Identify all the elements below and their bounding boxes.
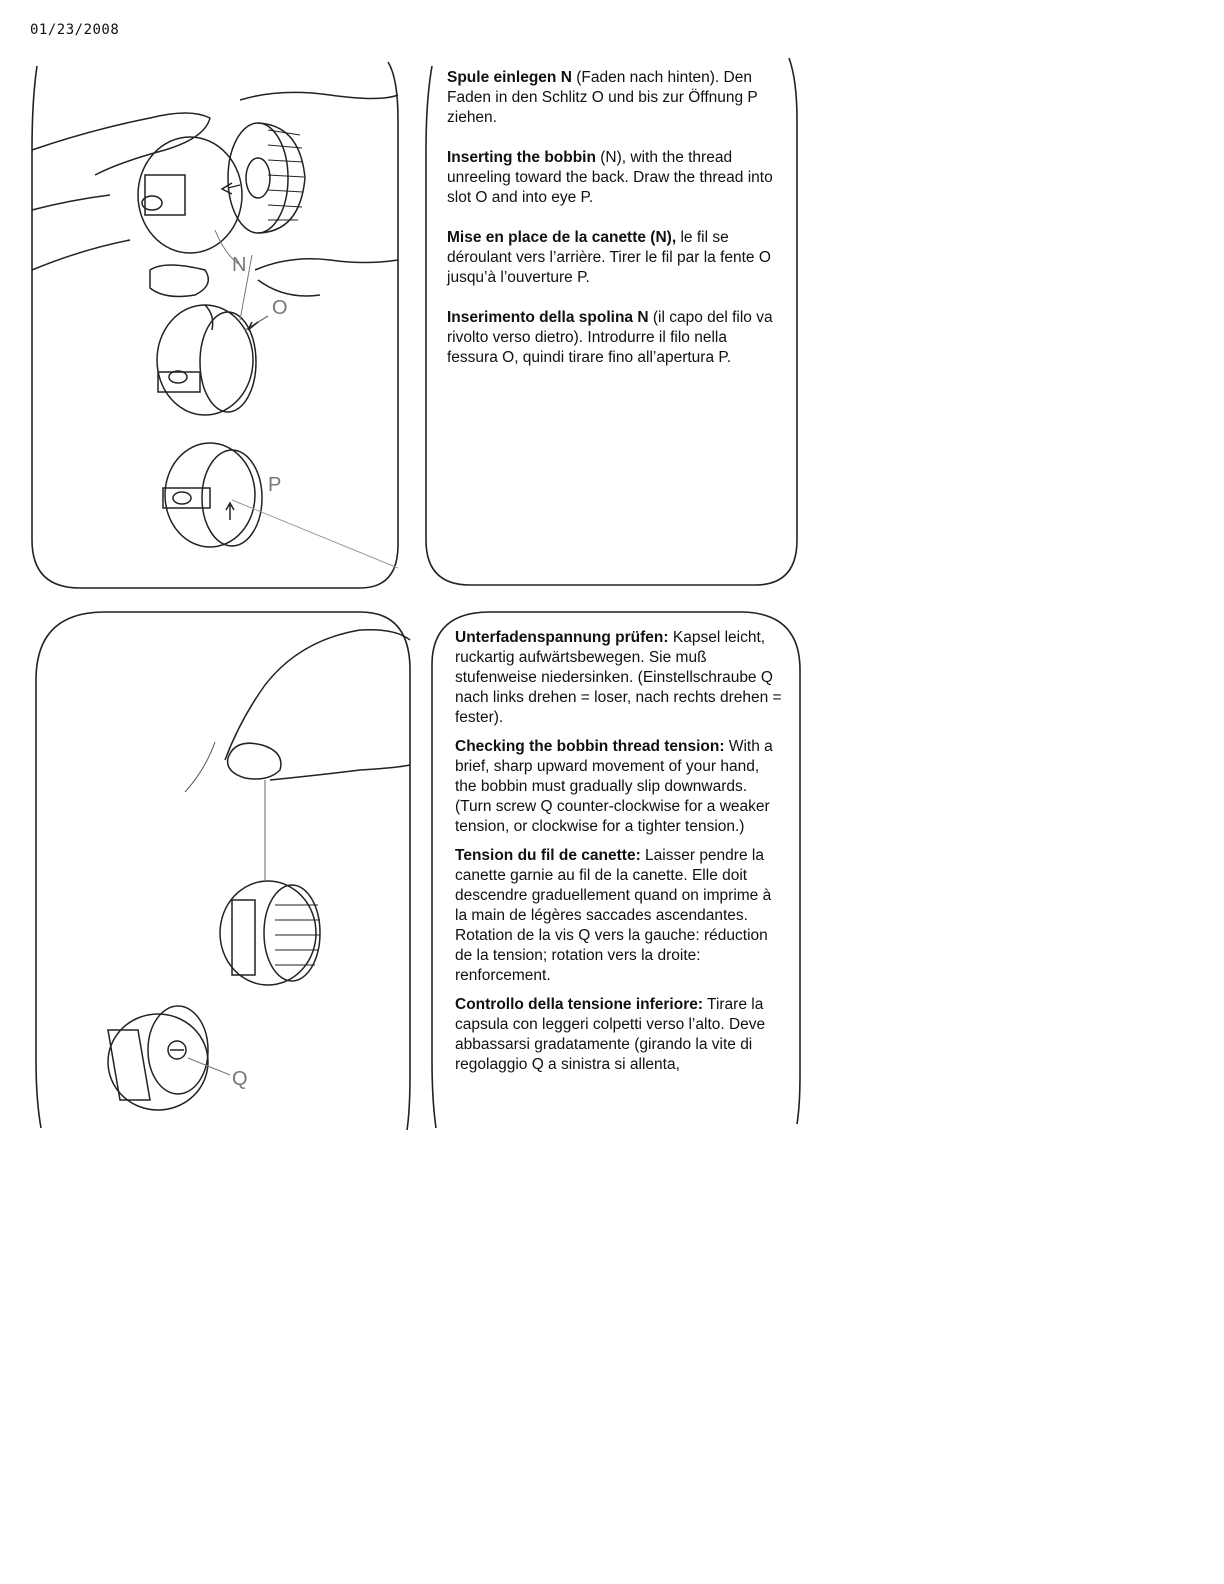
- top-illustration-frame: [32, 62, 398, 588]
- paragraph-english: Inserting the bobbin (N), with the thread unreeling toward the back. Draw the thread into slot O and into eye P.: [447, 149, 773, 206]
- document-date: 01/23/2008: [30, 22, 120, 38]
- bottom-illustration-frame: [36, 612, 410, 1130]
- paragraph-french: Mise en place de la canette (N), le fil se déroulant vers l’arrière. Tirer le fil par la fente O jusqu’à l’ouverture P.: [447, 229, 771, 286]
- label-o: O: [272, 297, 288, 319]
- paragraph-german: Spule einlegen N (Faden nach hinten). Den Faden in den Schlitz O und bis zur Öffnung P ziehen.: [447, 69, 758, 126]
- bottom-instructions: [455, 628, 783, 1084]
- label-p: P: [268, 474, 282, 496]
- paragraph-italian: Controllo della tensione inferiore: Tirare la capsula con leggeri colpetti verso l’alto. Deve abbassarsi gradatamente (girando la vite di regolaggio Q a sinistra si allenta,: [455, 996, 766, 1073]
- paragraph-french: Tension du fil de canette: Laisser pendre la canette garnie au fil de la canette. Elle doit descendre graduellement quand on imprime à la main de légères saccades ascendantes. Rotation de la vis Q vers la gauche: réduction de la tension; rotation vers la droite: renforcement.: [455, 847, 772, 984]
- top-instructions: [447, 68, 782, 388]
- paragraph-italian: Inserimento della spolina N (il capo del filo va rivolto verso dietro). Introdurre il filo nella fessura O, quindi tirare fino all’apertura P.: [447, 309, 773, 366]
- label-q: Q: [232, 1068, 248, 1090]
- paragraph-english: Checking the bobbin thread tension: With a brief, sharp upward movement of your hand, the bobbin must gradually slip downwards. (Turn screw Q counter-clockwise for a weaker tension, or clockwise for a tighter tension.): [455, 738, 773, 835]
- bobbin-case-eye-illustration: [163, 443, 398, 568]
- thread-tension-illustration: [108, 630, 410, 1110]
- bobbin-insert-illustration: [32, 92, 398, 296]
- bobbin-case-slot-illustration: [157, 255, 268, 415]
- label-n: N: [232, 254, 247, 276]
- paragraph-german: Unterfadenspannung prüfen: Kapsel leicht, ruckartig aufwärtsbewegen. Sie muß stufenweise niedersinken. (Einstellschraube Q nach links drehen = loser, nach rechts drehen = fester).: [455, 629, 782, 726]
